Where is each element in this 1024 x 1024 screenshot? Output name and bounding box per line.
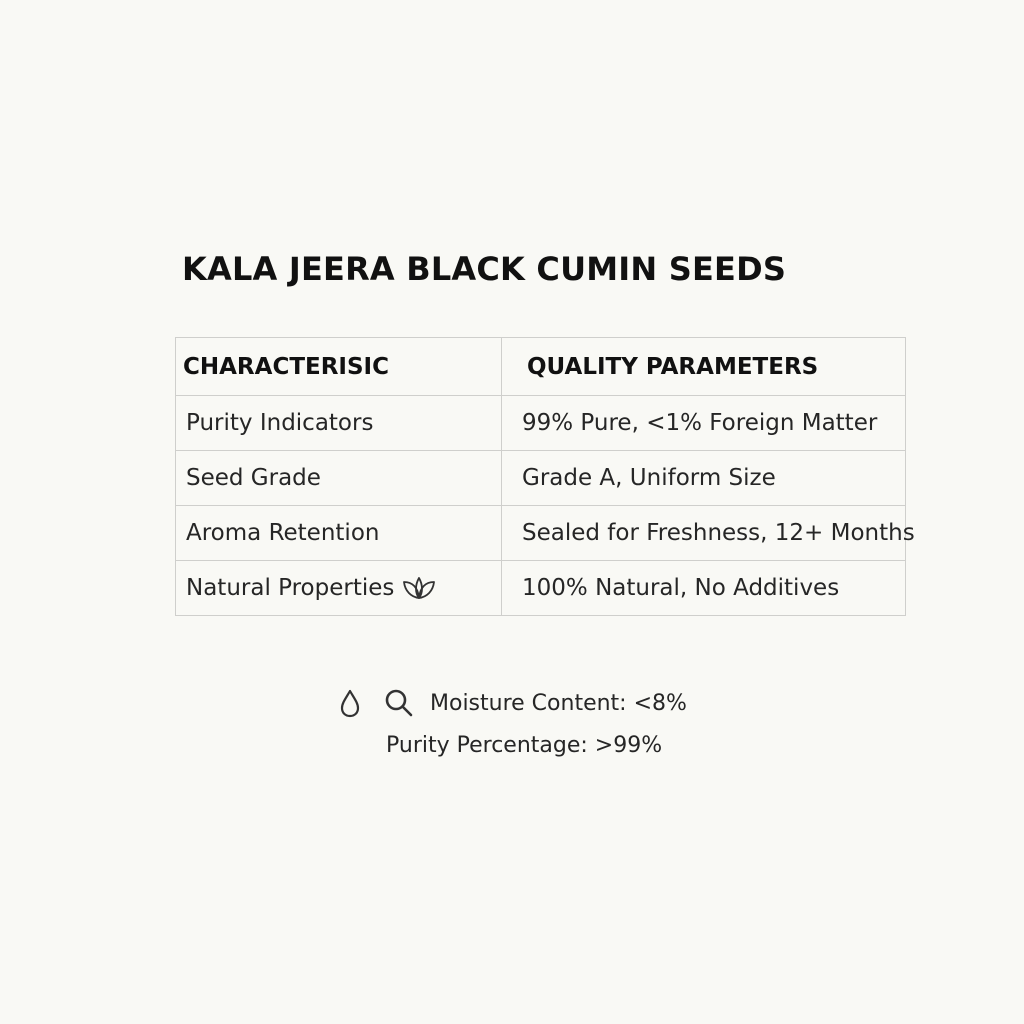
row-characteristic-cell bbox=[176, 561, 502, 616]
table-row bbox=[176, 451, 906, 506]
row-characteristic: Natural Properties bbox=[186, 574, 395, 601]
table-row bbox=[176, 506, 906, 561]
header-characteristic: CHARACTERISIC bbox=[176, 338, 502, 396]
row-value: 100% Natural, No Additives bbox=[502, 561, 906, 616]
row-characteristic: Aroma Retention bbox=[176, 506, 502, 561]
row-value: 99% Pure, <1% Foreign Matter bbox=[502, 396, 906, 451]
row-characteristic: Seed Grade bbox=[176, 451, 502, 506]
moisture-line bbox=[338, 683, 687, 723]
moisture-content: Moisture Content: <8% bbox=[430, 690, 687, 716]
header-quality-parameters: QUALITY PARAMETERS bbox=[502, 338, 906, 396]
page-title: KALA JEERA BLACK CUMIN SEEDS bbox=[182, 250, 787, 288]
search-icon bbox=[384, 687, 414, 719]
row-value: Sealed for Freshness, 12+ Months bbox=[502, 506, 906, 561]
purity-percentage: Purity Percentage: >99% bbox=[386, 733, 663, 758]
quality-table bbox=[175, 337, 915, 616]
row-value: Grade A, Uniform Size bbox=[502, 451, 906, 506]
leaf-icon bbox=[402, 575, 436, 601]
table-header-row bbox=[176, 338, 906, 396]
table-row bbox=[176, 561, 906, 616]
row-characteristic: Purity Indicators bbox=[176, 396, 502, 451]
drop-icon bbox=[338, 687, 362, 719]
table-row bbox=[176, 396, 906, 451]
